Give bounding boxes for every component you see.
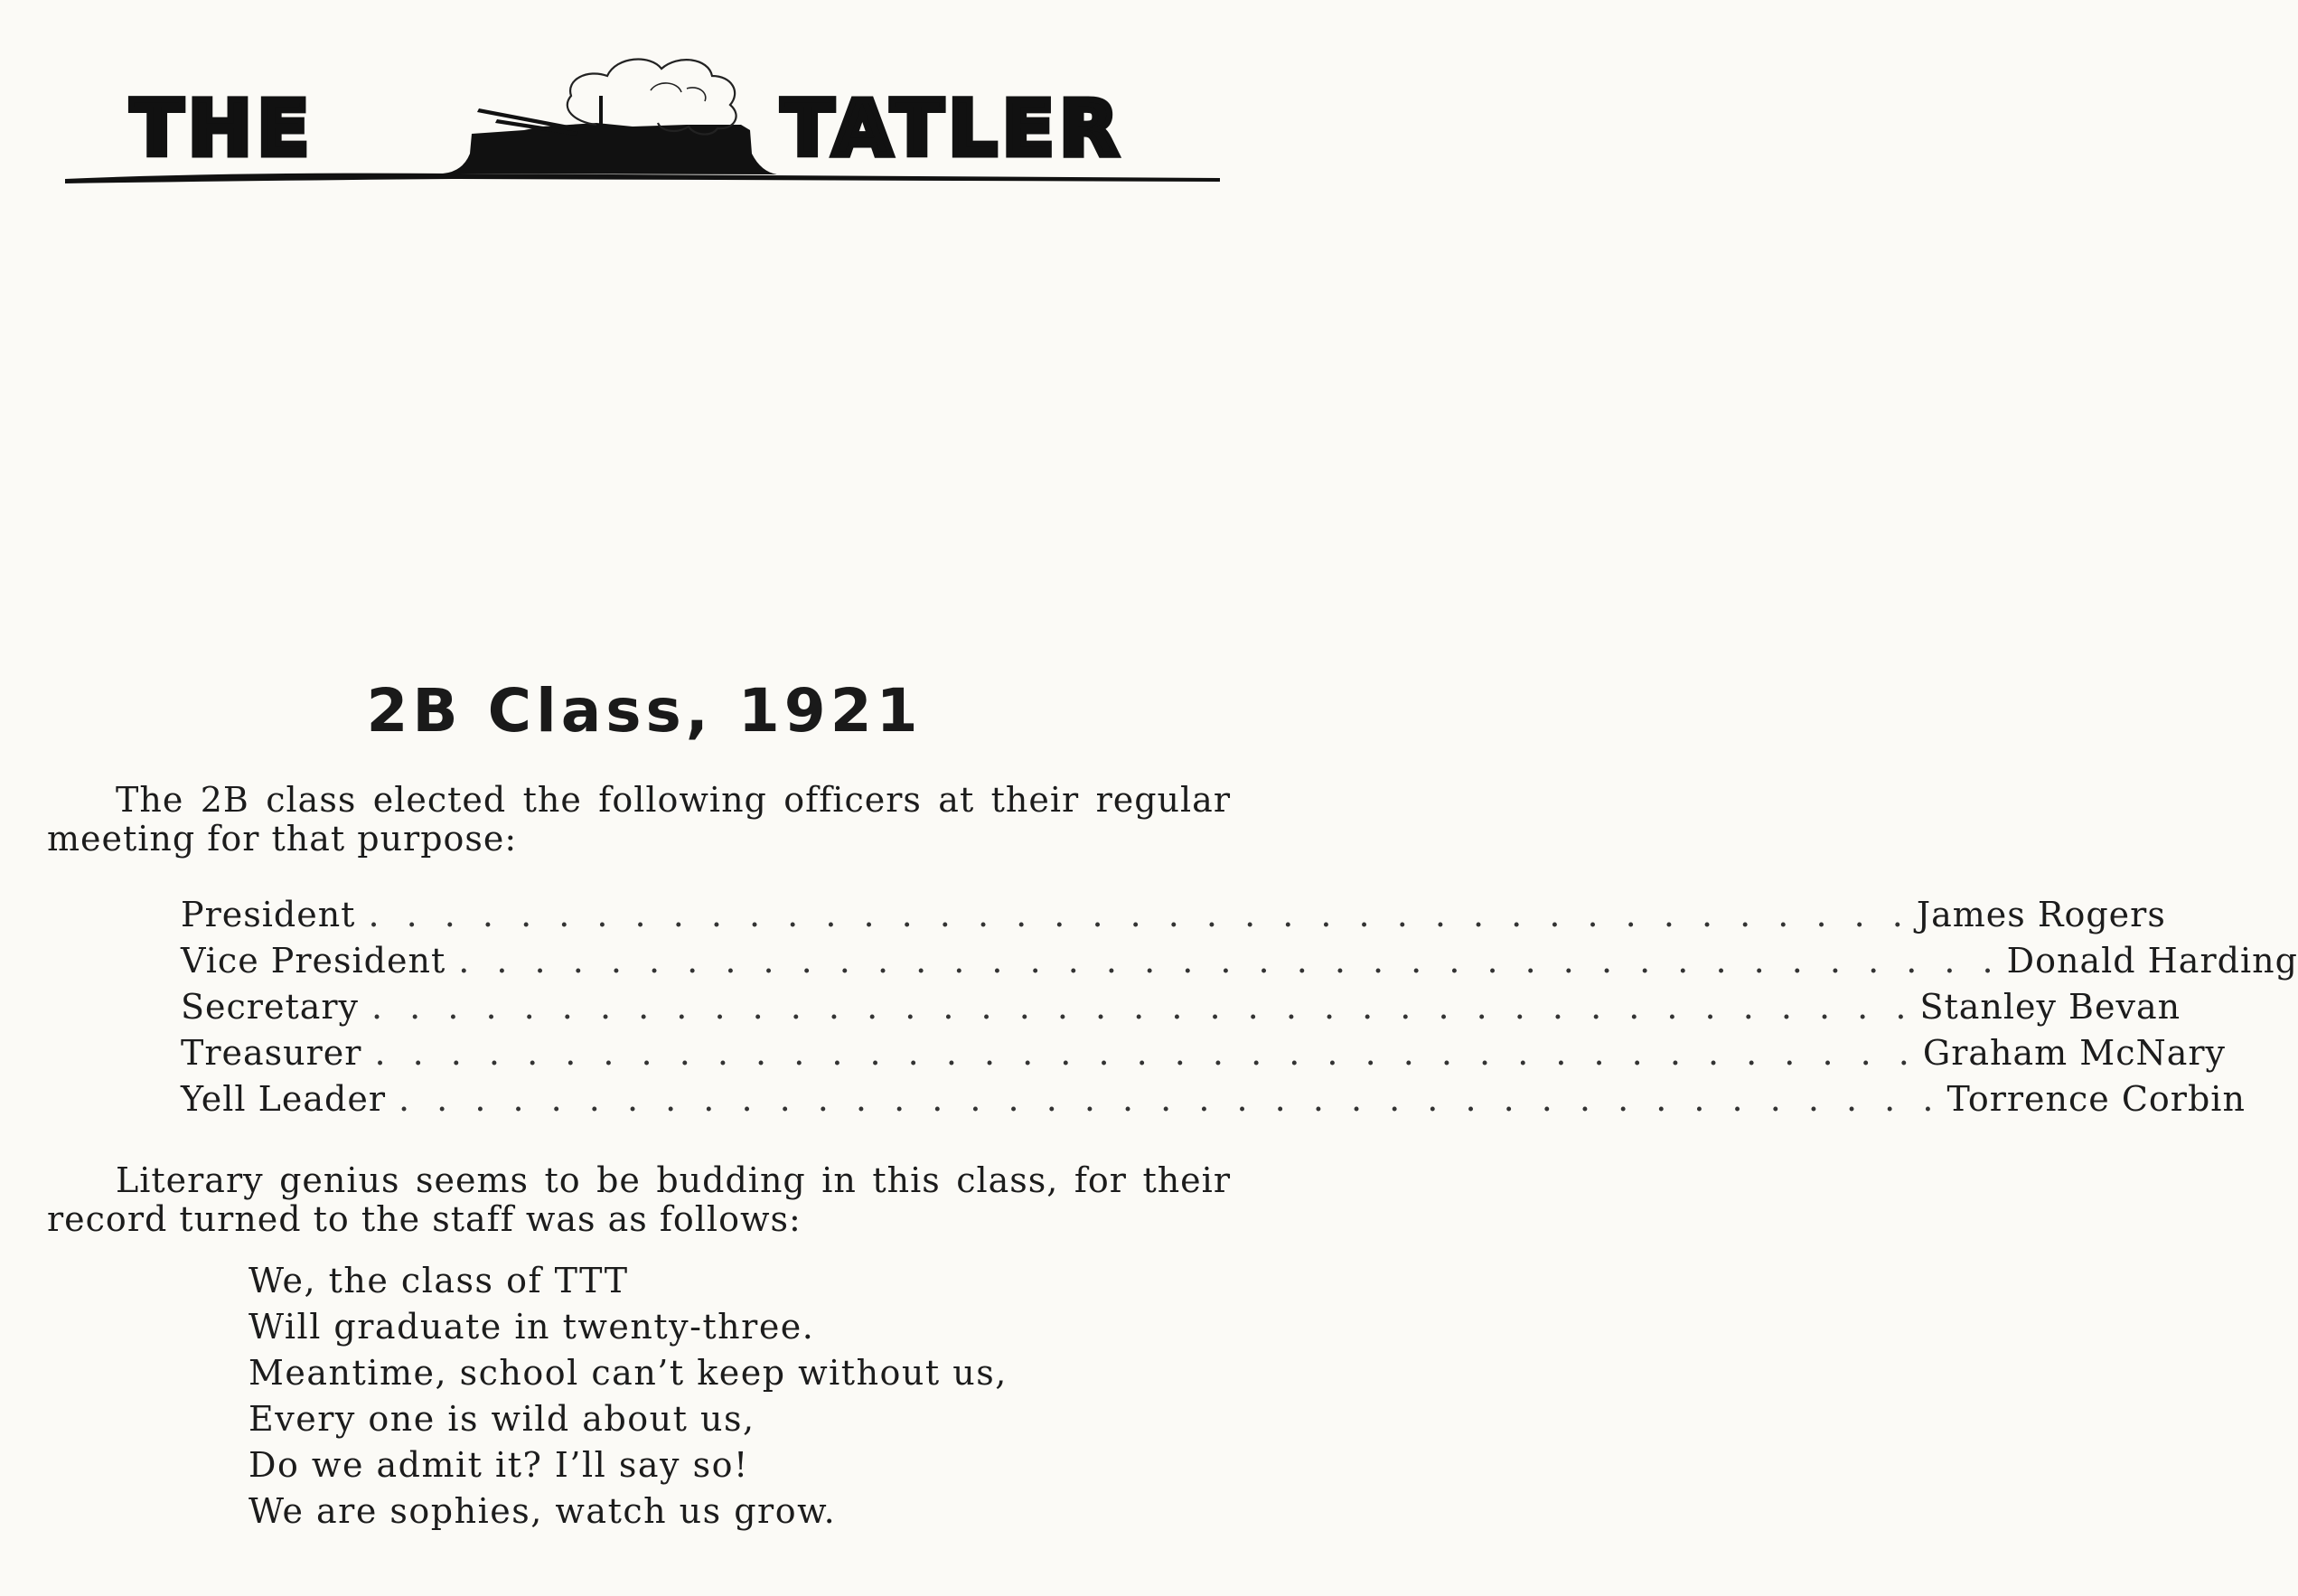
officer-row bbox=[181, 1079, 2246, 1125]
dot-leader: . . . . . . . . . . . . . . . . . . . . . . . . . . . . . . . . . . . . . . . . . bbox=[368, 895, 1911, 934]
poem-line: Will graduate in twenty-three. bbox=[249, 1307, 815, 1347]
ship-hull-icon bbox=[443, 123, 777, 174]
officer-row bbox=[181, 1033, 2227, 1079]
officer-role: Secretary bbox=[181, 987, 360, 1027]
officer-name: Stanley Bevan bbox=[1919, 987, 2181, 1027]
poem-line: Meantime, school can’t keep without us, bbox=[249, 1353, 1008, 1393]
poem-line: We, the class of TTT bbox=[249, 1261, 629, 1300]
officer-name: James Rogers bbox=[1916, 895, 2166, 934]
officer-row bbox=[181, 895, 2166, 941]
dot-leader: . . . . . . . . . . . . . . . . . . . . . . . . . . . . . . . . . . . . . . . . . bbox=[399, 1079, 1942, 1119]
officer-role: Treasurer bbox=[181, 1033, 362, 1073]
poem bbox=[249, 1261, 1008, 1537]
dot-leader: . . . . . . . . . . . . . . . . . . . . . . . . . . . . . . . . . . . . . . . . . bbox=[458, 941, 2002, 981]
mast-icon bbox=[599, 96, 603, 128]
officer-role: Yell Leader bbox=[181, 1079, 387, 1119]
page-title: 2B Class, 1921 bbox=[366, 676, 923, 746]
officer-name: Torrence Corbin bbox=[1946, 1079, 2246, 1119]
officer-name: Donald Harding bbox=[2006, 941, 2298, 981]
officer-row bbox=[181, 987, 2181, 1033]
poem-line: We are sophies, watch us grow. bbox=[249, 1491, 837, 1531]
masthead-left-word: THE bbox=[131, 84, 314, 173]
poem-line: Do we admit it? I’ll say so! bbox=[249, 1445, 749, 1485]
poem-line: Every one is wild about us, bbox=[249, 1399, 755, 1439]
officers-list bbox=[181, 895, 2298, 1125]
officer-role: President bbox=[181, 895, 356, 934]
smoke-cloud-icon bbox=[567, 60, 736, 135]
masthead-right-word: TATLER bbox=[782, 84, 1124, 173]
officer-row bbox=[181, 941, 2298, 987]
ground-line bbox=[65, 174, 1220, 183]
literary-paragraph: Literary genius seems to be budding in this class, for their record turned to the staff was as follows: bbox=[47, 1160, 1231, 1239]
officer-role: Vice President bbox=[181, 941, 446, 981]
intro-paragraph: The 2B class elected the following officers at their regular meeting for that purpose: bbox=[47, 780, 1231, 859]
dot-leader: . . . . . . . . . . . . . . . . . . . . . . . . . . . . . . . . . . . . . . . . . bbox=[374, 1033, 1918, 1073]
dot-leader: . . . . . . . . . . . . . . . . . . . . . . . . . . . . . . . . . . . . . . . . . bbox=[371, 987, 1915, 1027]
officer-name: Graham McNary bbox=[1922, 1033, 2227, 1073]
masthead bbox=[54, 36, 1229, 208]
